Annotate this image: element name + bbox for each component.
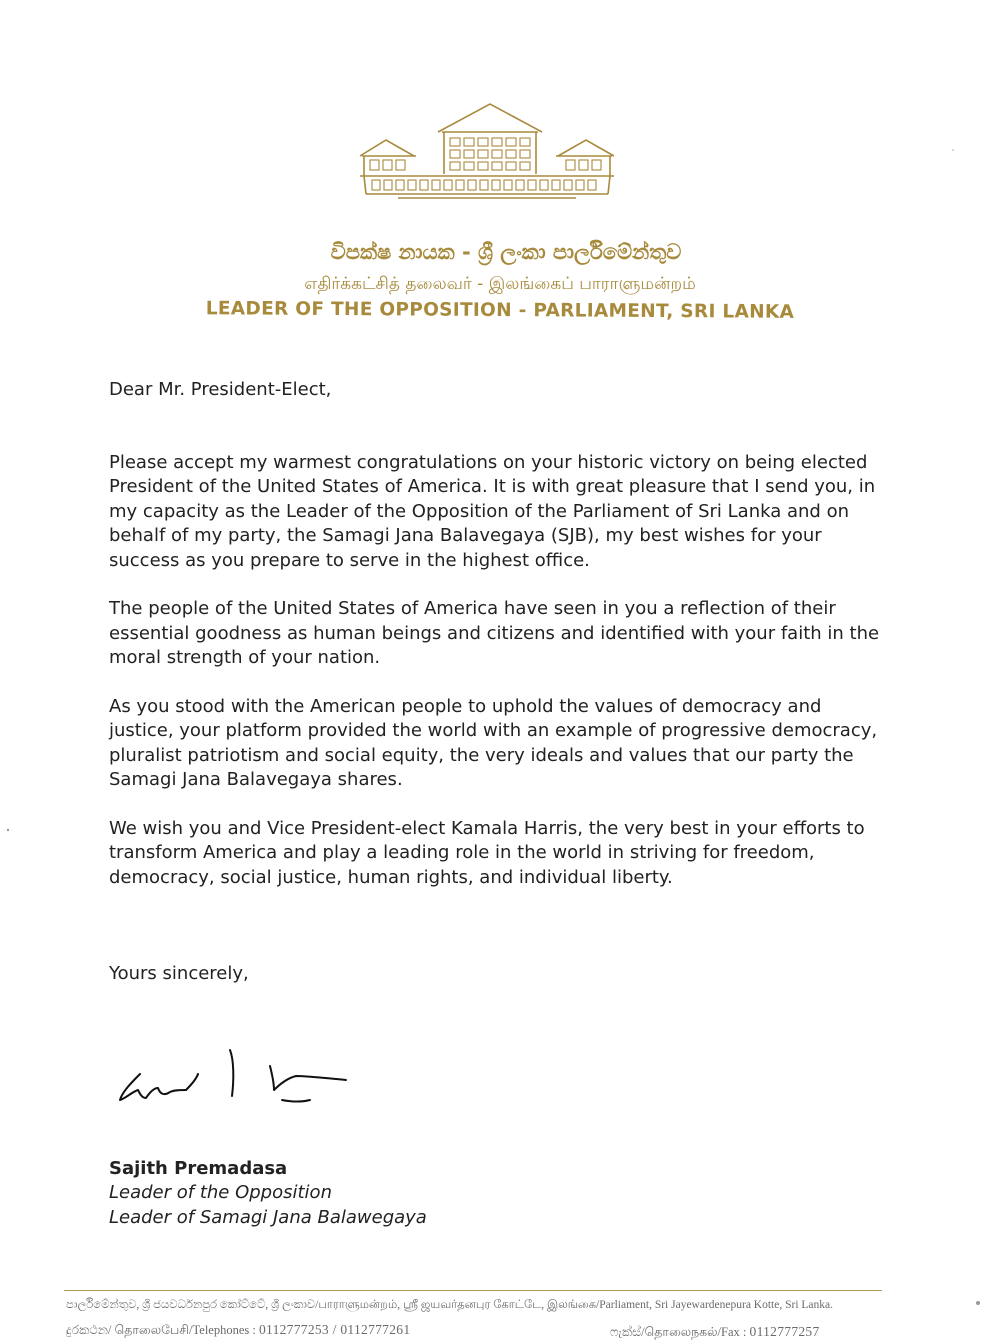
paragraph-congratulations: Please accept my warmest congratulations on your historic victory on being elected President of the United States of America. It is with great pleasure that I send you, in my capacity as the Leader of the Opposition of the Parliament of Sri Lanka and on behalf of my party, the Samagi Jana Balavegaya (SJB), my best wishes for your success as you prepare to serve in the highest office. bbox=[109, 452, 876, 571]
fax-number: 0112777257 bbox=[749, 1324, 820, 1339]
signer-title-1: Leader of the Opposition bbox=[109, 1182, 332, 1204]
footer-telephones bbox=[66, 1322, 410, 1339]
letterhead-tamil: எதிர்க்கட்சித் தலைவர் - இலங்கைப் பாராளுமன்றம் bbox=[304, 274, 696, 294]
telephone-numbers: 0112777253 / 0112777261 bbox=[258, 1322, 411, 1337]
paragraph-wishes: We wish you and Vice President-elect Kamala Harris, the very best in your efforts to transform America and play a leading role in the world in striving for freedom, democracy, social justice, human rights, and individual liberty. bbox=[109, 818, 865, 888]
closing: Yours sincerely, bbox=[109, 963, 249, 984]
footer-address: පාර්ලිමේන්තුව, ශ්‍රී ජයවර්ධනපුර කෝට්ටේ, ශ්‍රී ලංකාව/பாராளுமன்றம், ஸ்ரீ ஜயவர்தனபுர கோட்டே, இலங்கை/Parliament, Sri Jayewardenepura Kotte, Sri Lanka. bbox=[66, 1299, 834, 1311]
footer-fax bbox=[610, 1324, 820, 1341]
letterhead-sinhala: විපක්ෂ නායක - ශ්‍රී ලංකා පාර්ලිමේන්තුව bbox=[330, 240, 682, 264]
salutation: Dear Mr. President-Elect, bbox=[109, 379, 332, 400]
letter-body bbox=[109, 451, 889, 890]
paragraph-people: The people of the United States of America have seen in you a reflection of their essential goodness as human beings and citizens and identified with your faith in the moral strength of your nation. bbox=[109, 598, 880, 669]
footer-divider bbox=[64, 1290, 882, 1291]
letterhead-english: LEADER OF THE OPPOSITION - PARLIAMENT, SRI LANKA bbox=[205, 298, 795, 323]
signer-block bbox=[109, 1157, 427, 1230]
fax-label: ෆැක්ස්/தொலைநகல்/Fax : bbox=[610, 1325, 747, 1339]
signer-title-2: Leader of Samagi Jana Balawegaya bbox=[109, 1206, 427, 1228]
paragraph-democracy: As you stood with the American people to uphold the values of democracy and justice, your platform provided the world with an example of progressive democracy, pluralist patriotism and social equity, the very ideals and values that our party the Samagi Jana Balavegaya shares. bbox=[109, 696, 878, 791]
signature bbox=[112, 1040, 362, 1120]
parliament-building-icon bbox=[358, 100, 616, 204]
signer-name: Sajith Premadasa bbox=[109, 1158, 288, 1179]
telephones-label: දුරකථන/ தொலைபேசி/Telephones : bbox=[66, 1323, 256, 1337]
